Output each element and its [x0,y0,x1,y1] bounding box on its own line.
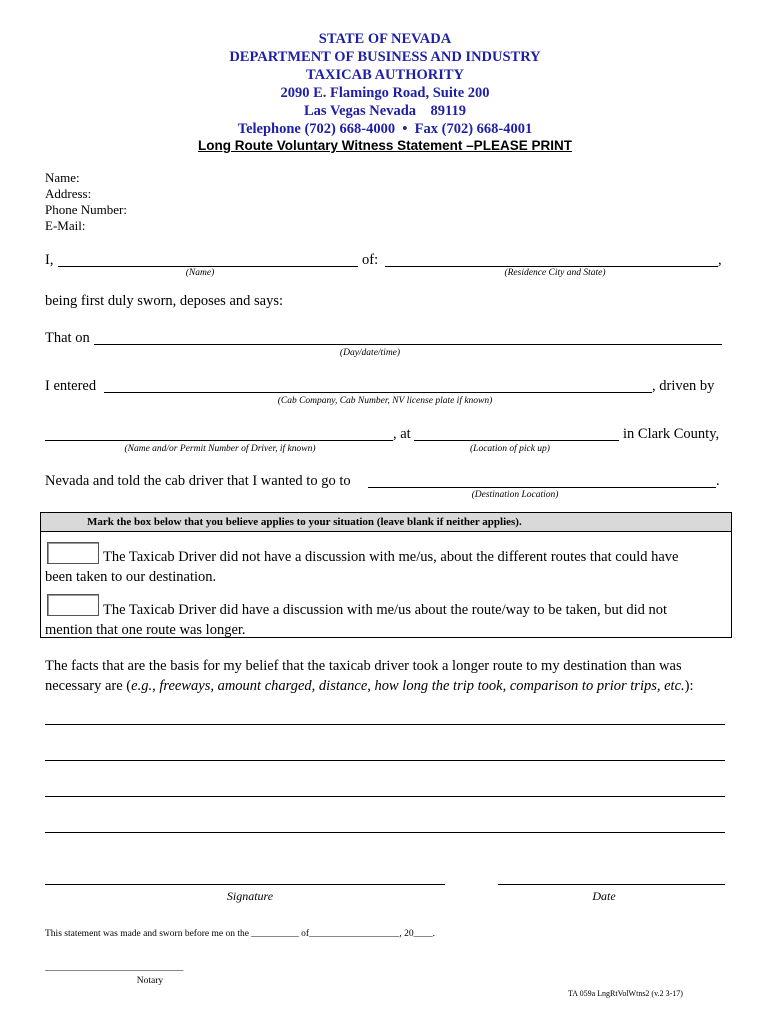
residence-field-line[interactable] [385,266,718,267]
of-label: of: [362,252,379,268]
address-label: Address: [45,186,92,201]
driven-by-label: , driven by [652,378,715,394]
at-label: , at [393,426,411,442]
phone-label: Phone Number: [45,202,127,217]
facts-answer-line-1[interactable] [45,724,725,725]
facts-line2-prefix: necessary are ( [45,678,132,694]
date-field-line[interactable] [94,344,722,345]
facts-answer-line-3[interactable] [45,796,725,797]
driver-field-line[interactable] [45,440,393,441]
name-field-line[interactable] [58,266,358,267]
i-entered-label: I entered [45,378,97,394]
pickup-hint: (Location of pick up) [470,444,550,454]
pickup-field-line[interactable] [414,440,619,441]
facts-line2 [45,678,694,695]
header-city: Las Vegas Nevada 89119 [304,103,466,119]
choice-box-heading: Mark the box below that you believe applies to your situation (leave blank if neither applies). [40,512,732,532]
destination-period: . [716,473,720,489]
header-authority: TAXICAB AUTHORITY [305,67,465,83]
option1-text-line2: been taken to our destination. [45,569,217,585]
form-code: TA 059a LngRtVolWtns2 (v.2 3-17) [568,989,683,998]
sworn-statement: being first duly sworn, deposes and says: [45,293,284,309]
option2-text-line1: The Taxicab Driver did have a discussion with me/us about the route/way to be taken, but did not [103,602,668,618]
facts-answer-line-2[interactable] [45,760,725,761]
facts-line1: The facts that are the basis for my belief that the taxicab driver took a longer route to my destination than was [45,658,682,674]
residence-hint: (Residence City and State) [504,268,606,278]
destination-hint: (Destination Location) [471,490,559,500]
form-title: Long Route Voluntary Witness Statement –PLEASE PRINT [198,138,572,153]
signature-field-line[interactable] [45,884,445,885]
destination-field-line[interactable] [368,487,716,488]
name-hint: (Name) [185,268,215,278]
date-hint: (Day/date/time) [339,348,401,358]
option1-checkbox[interactable] [47,542,99,564]
header-address: 2090 E. Flamingo Road, Suite 200 [280,85,490,101]
clark-county-label: in Clark County, [623,426,720,442]
option2-checkbox[interactable] [47,594,99,616]
cab-field-line[interactable] [104,392,652,393]
header-phone-fax: Telephone (702) 668-4000 • Fax (702) 668-4001 [237,121,533,137]
date-signed-field-line[interactable] [498,884,725,885]
signature-label: Signature [226,889,274,903]
notary-label: Notary [136,976,164,986]
cab-hint: (Cab Company, Cab Number, NV license plate if known) [277,396,493,406]
date-label: Date [592,889,616,903]
facts-examples: e.g., freeways, amount charged, distance, how long the trip took, comparison to prior trips, etc. [131,678,685,694]
header-department: DEPARTMENT OF BUSINESS AND INDUSTRY [229,49,541,65]
option1-text-line1: The Taxicab Driver did not have a discussion with me/us, about the different routes that could have [103,549,679,565]
name-label: Name: [45,170,80,185]
facts-line2-suffix: ): [684,678,694,694]
i-prefix: I, [45,252,54,268]
told-driver-text: Nevada and told the cab driver that I wanted to go to [45,473,351,489]
facts-answer-line-4[interactable] [45,832,725,833]
trailing-comma: , [718,252,722,268]
that-on-label: That on [45,330,90,346]
option2-text-line2: mention that one route was longer. [45,622,246,638]
notary-signature-line[interactable]: _______________________________ [45,963,183,973]
driver-hint: (Name and/or Permit Number of Driver, if known) [124,444,316,454]
notary-sworn-text: This statement was made and sworn before me on the __________ of___________________, 20____. [45,929,435,939]
header-state: STATE OF NEVADA [318,31,452,47]
email-label: E-Mail: [45,218,86,233]
